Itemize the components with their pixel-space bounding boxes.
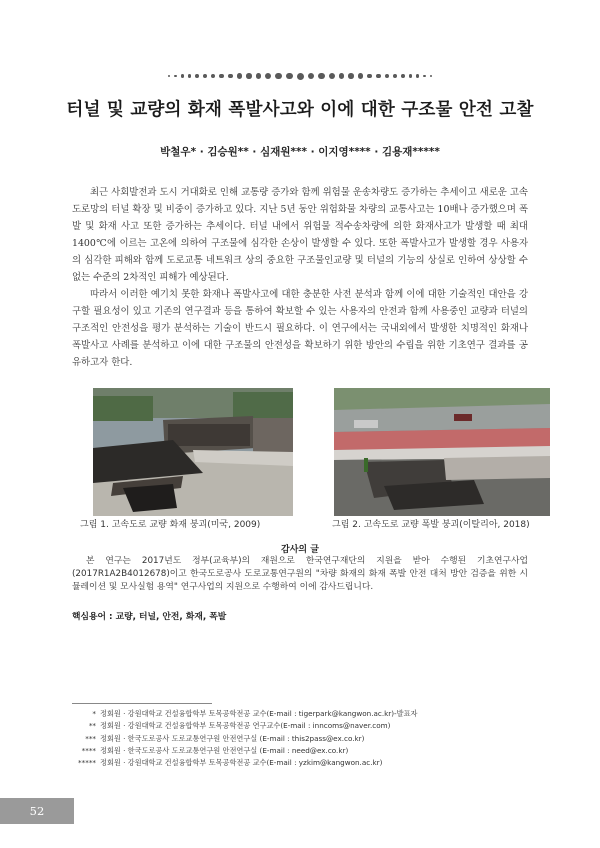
decorative-dot <box>297 73 304 80</box>
decorative-dot <box>318 73 324 79</box>
footnote-item <box>70 733 490 745</box>
decorative-dot <box>256 73 262 79</box>
decorative-dot <box>168 75 171 78</box>
decorative-dot <box>219 74 224 79</box>
footnote-text: 정회원 · 강원대학교 건설융합학부 토목공학전공 교수(E-mail : tigerpark@kangwon.ac.kr)-발표자 <box>100 709 418 718</box>
footnote-mark: **** <box>81 745 96 755</box>
decorative-dot <box>228 74 233 79</box>
decorative-dot <box>358 73 363 78</box>
decorative-dot <box>416 74 419 77</box>
decorative-dot <box>385 74 389 78</box>
footnote-text: 정회원 · 강원대학교 건설융합학부 토목공학전공 교수(E-mail : yzkim@kangwon.ac.kr) <box>100 758 383 768</box>
decorative-dot <box>237 73 242 78</box>
decorative-dot <box>339 73 345 79</box>
decorative-dot <box>246 73 252 79</box>
footnote-text: 정회원 · 한국도로공사 도로교통연구원 안전연구실 (E-mail : need@ex.co.kr) <box>100 745 349 755</box>
acknowledgement-text: 본 연구는 2017년도 정부(교육부)의 재원으로 한국연구재단의 지원을 받아 수행된 기초연구사업(2017R1A2B4012678)이고 한국도로공사 도로교통연구원의 "차량 화재의 화재 폭발 안전 대처 방안 검증을 위한 시뮬레이션 및 모사실험 용역" 연구사업의 지원으로 수행하여 이에 감사드립니다. <box>72 556 528 592</box>
decorative-dot <box>203 74 207 78</box>
paper-title: 터널 및 교량의 화재 폭발사고와 이에 대한 구조물 안전 고찰 <box>66 100 534 120</box>
decorative-dot <box>265 73 271 79</box>
footnote-item <box>70 708 490 720</box>
footnote-text: 정회원 · 강원대학교 건설융합학부 토목공학전공 연구교수(E-mail : inncoms@naver.com) <box>100 721 391 731</box>
decorative-dot <box>409 74 412 77</box>
figure-2-caption: 그림 2. 고속도로 교량 폭발 붕괴(이탈리아, 2018) <box>332 520 530 530</box>
footnote-mark: ***** <box>78 758 96 768</box>
figure-1-caption: 그림 1. 고속도로 교량 화재 붕괴(미국, 2009) <box>80 520 261 530</box>
decorative-dot <box>401 74 405 78</box>
acknowledgement-title: 감사의 글 <box>281 545 319 555</box>
page-number: 52 <box>0 798 74 824</box>
decorative-dot <box>308 73 315 80</box>
decorative-dot-rule <box>0 71 600 81</box>
author-list: 박철우* · 김승원** · 심재원*** · 이지영**** · 김용재***** <box>160 146 440 158</box>
decorative-dot <box>393 74 397 78</box>
decorative-dot <box>195 74 199 78</box>
footnote-mark: ** <box>88 721 96 731</box>
decorative-dot <box>286 73 293 80</box>
footnotes <box>70 708 490 769</box>
footnote-text: 정회원 · 한국도로공사 도로교통연구원 안전연구실 (E-mail : this2pass@ex.co.kr) <box>100 733 365 743</box>
decorative-dot <box>430 75 433 78</box>
decorative-dot <box>329 73 335 79</box>
decorative-dot <box>348 73 354 79</box>
footnote-item <box>70 720 490 732</box>
decorative-dot <box>174 75 177 78</box>
abstract-body <box>72 184 528 371</box>
decorative-dot <box>423 75 426 78</box>
decorative-dot <box>376 74 381 79</box>
decorative-dot <box>181 74 184 77</box>
body-paragraph-1: 최근 사회발전과 도시 거대화로 인해 교통량 증가와 함께 위험물 운송차량도 증가하는 추세이고 새로운 고속도로망의 터널 확장 및 비중이 증가하고 있다. 지난 5년 동안 위험화물 차량의 교통사고는 10배나 증가했으며 폭발 및 화재 사고 또한 증가하는 추세이다. 터널 내에서 위험물 적수송차량에 의한 화재사고가 발생할 때 최대 1400℃에 이르는 고온에 의하여 구조물에 심각한 손상이 발생할 수 있다. 또한 폭발사고가 발생할 경우 사용자의 심각한 피해와 함께 도로교통 네트워크 상의 중요한 구조물인교량 및 터널의 기능의 상실로 인하여 상상할 수 없는 수준의 2차적인 피해가 예상된다. <box>72 187 528 283</box>
footnote-item <box>70 745 490 757</box>
decorative-dot <box>275 73 281 79</box>
body-paragraph-2: 따라서 이러한 예기치 못한 화재나 폭발사고에 대한 충분한 사전 분석과 함께 이에 대한 기술적인 대안을 강구할 필요성이 있고 기존의 연구결과 등을 통하여 확보할 수 있는 사용자의 안전과 함께 사용중인 교량과 터널의 구조적인 안전성을 평가 분석하는 기술이 반드시 필요하다. 이 연구에서는 국내외에서 발생한 치명적인 화재나 폭발사고 사례를 분석하고 이에 대한 구조물의 안전성을 확보하기 위한 방안의 수립을 위한 기초연구 결과를 공유하고자 한다. <box>72 289 528 368</box>
figure-2-photo <box>334 388 550 516</box>
footnote-item <box>70 757 490 769</box>
figure-1-photo <box>93 388 293 516</box>
footnote-mark: *** <box>85 733 96 743</box>
footnote-divider <box>72 703 212 704</box>
decorative-dot <box>188 74 191 77</box>
decorative-dot <box>367 74 372 79</box>
footnote-mark: * <box>92 709 96 718</box>
keywords: 핵심용어 : 교량, 터널, 안전, 화재, 폭발 <box>72 612 227 622</box>
decorative-dot <box>211 74 215 78</box>
